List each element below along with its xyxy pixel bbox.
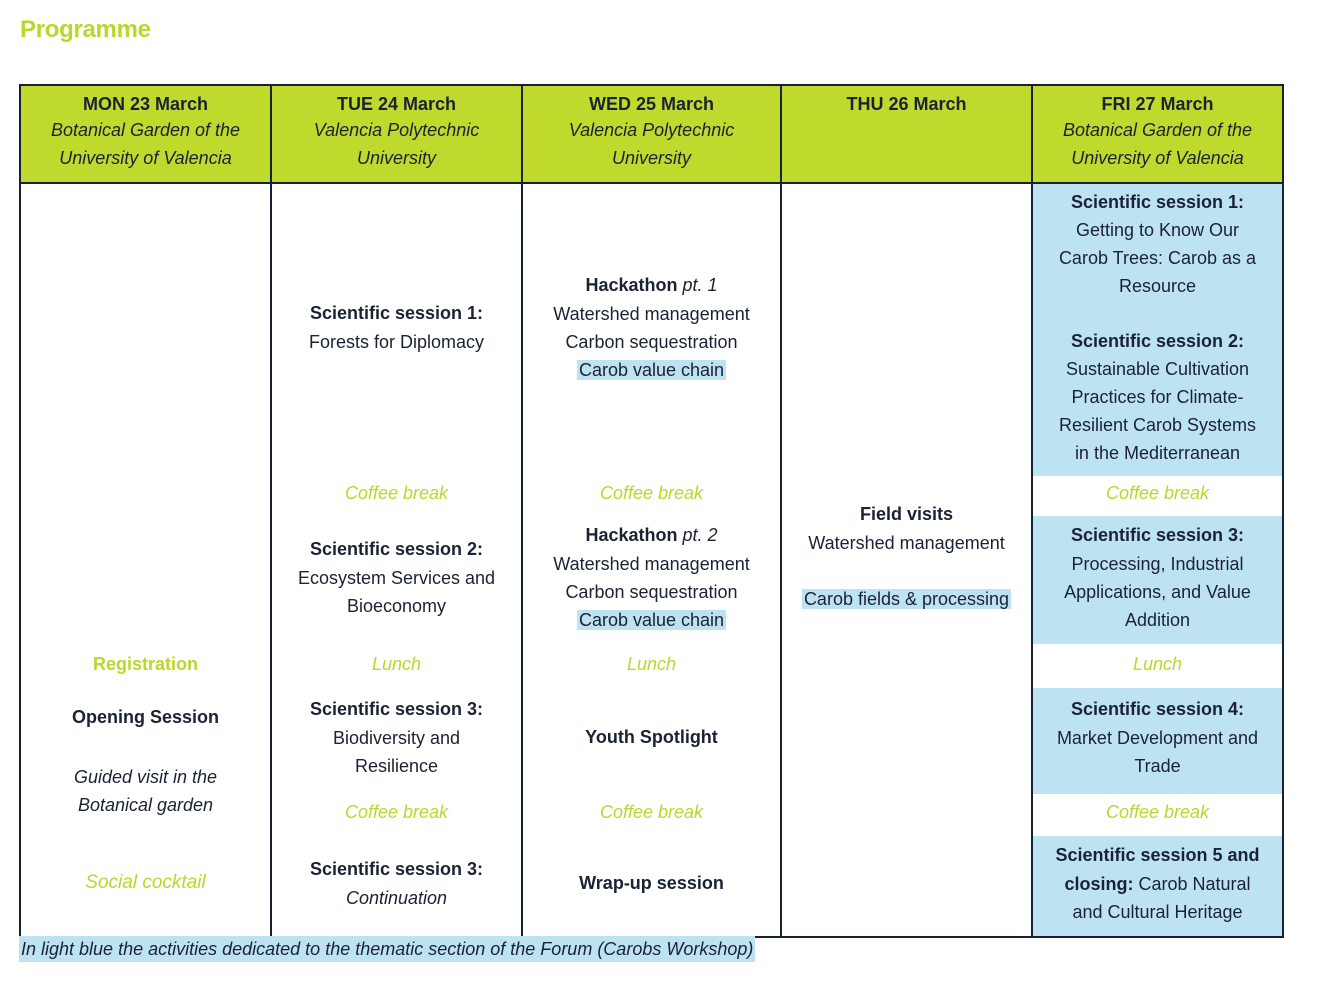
session-title: Scientific session 3: [1070, 525, 1245, 545]
closing-label: closing: [1064, 874, 1134, 894]
venue-line: Valencia Polytechnic [568, 120, 735, 140]
session-line: Sustainable Cultivation [1065, 359, 1250, 379]
hackathon-line-carob [523, 356, 780, 384]
session-line: Getting to Know Our [1075, 220, 1240, 240]
day-label: TUE 24 March [336, 94, 457, 114]
coffee-break: Coffee break [344, 483, 449, 503]
social-cocktail: Social cocktail [85, 872, 206, 893]
lunch: Lunch [1132, 654, 1183, 674]
venue-line: Valencia Polytechnic [313, 120, 480, 140]
column-fri [1033, 184, 1282, 936]
hackathon-part: pt. 1 [682, 275, 718, 295]
header-fri [1033, 86, 1282, 184]
session-subtitle: Forests for Diplomacy [308, 332, 485, 352]
column-wed [523, 184, 782, 936]
venue-line: University [356, 148, 436, 168]
hackathon-label: Hackathon [585, 275, 678, 295]
page-title: Programme [20, 16, 151, 43]
coffee-break: Coffee break [344, 802, 449, 822]
session-line: Processing, Industrial [1071, 554, 1244, 574]
hackathon-title [523, 521, 780, 549]
carob-highlight: Carob fields & processing [803, 589, 1010, 609]
session-line: Resource [1118, 276, 1197, 296]
venue-line: University of Valencia [1071, 148, 1244, 168]
header-thu [782, 86, 1033, 184]
session-line: and Cultural Heritage [1072, 902, 1243, 922]
session-title: Scientific session 4: [1070, 699, 1245, 719]
session-line: Market Development and [1056, 728, 1259, 748]
venue-line: University [611, 148, 691, 168]
registration: Registration [92, 654, 198, 674]
venue-line: Botanical Garden of the [1062, 120, 1253, 140]
programme-table [19, 84, 1284, 938]
carob-highlight: Carob value chain [578, 610, 725, 630]
session-subtitle: Ecosystem Services and [297, 568, 496, 588]
opening-session: Opening Session [71, 707, 220, 727]
session-line: Carob Trees: Carob as a [1058, 248, 1257, 268]
hackathon-part: pt. 2 [682, 525, 718, 545]
lunch: Lunch [626, 654, 677, 674]
session-line: Addition [1124, 610, 1191, 630]
hackathon-title [523, 271, 780, 299]
day-label: WED 25 March [588, 94, 715, 114]
session-line: Applications, and Value [1064, 582, 1251, 602]
session-title: Scientific session 5 and [1055, 845, 1260, 865]
session-title: Scientific session 1: [1070, 192, 1245, 212]
session-line: Resilient Carob Systems [1058, 415, 1257, 435]
field-visits: Field visits [859, 504, 954, 524]
guided-visit-line: Botanical garden [77, 795, 214, 815]
hackathon-line-carob [523, 606, 780, 634]
session-subtitle: Resilience [354, 756, 439, 776]
guided-visit-line: Guided visit in the [73, 767, 218, 787]
header-mon [21, 86, 272, 184]
field-line: Watershed management [808, 533, 1005, 553]
header-wed [523, 86, 782, 184]
session-subtitle: Bioeconomy [346, 596, 447, 616]
venue-line: University of Valencia [59, 148, 232, 168]
session-title: Scientific session 3: [309, 699, 484, 719]
lunch: Lunch [371, 654, 422, 674]
coffee-break: Coffee break [1105, 802, 1210, 822]
session-subtitle: Biodiversity and [332, 728, 461, 748]
column-thu [782, 184, 1033, 936]
session-title: Scientific session 3: [309, 859, 484, 879]
session-title: Scientific session 2: [309, 539, 484, 559]
hackathon-line: Carbon sequestration [565, 582, 738, 602]
coffee-break: Coffee break [1105, 483, 1210, 503]
session-line: in the Mediterranean [1074, 443, 1241, 463]
column-tue [272, 184, 523, 936]
day-label: THU 26 March [846, 94, 967, 114]
header-tue [272, 86, 523, 184]
hackathon-line: Watershed management [553, 554, 750, 574]
youth-spotlight: Youth Spotlight [585, 727, 718, 747]
closing-text: Carob Natural [1138, 874, 1251, 894]
venue-line: Botanical Garden of the [50, 120, 241, 140]
carob-highlight: Carob value chain [578, 360, 725, 380]
session-line [1033, 870, 1282, 898]
coffee-break: Coffee break [599, 802, 704, 822]
day-label: FRI 27 March [1101, 94, 1214, 114]
wrap-up-session: Wrap-up session [579, 873, 724, 893]
column-mon [21, 184, 272, 936]
session-title: Scientific session 1: [309, 303, 484, 323]
hackathon-label: Hackathon [585, 525, 678, 545]
field-line-carob [782, 585, 1031, 613]
hackathon-line: Watershed management [553, 304, 750, 324]
session-title: Scientific session 2: [1070, 331, 1245, 351]
day-label: MON 23 March [82, 94, 209, 114]
session-line: Trade [1134, 756, 1181, 776]
legend-note: In light blue the activities dedicated to the thematic section of the Forum (Carobs Workshop) [19, 936, 755, 962]
coffee-break: Coffee break [599, 483, 704, 503]
session-subtitle: Continuation [345, 888, 448, 908]
hackathon-line: Carbon sequestration [565, 332, 738, 352]
session-line: Practices for Climate- [1071, 387, 1244, 407]
